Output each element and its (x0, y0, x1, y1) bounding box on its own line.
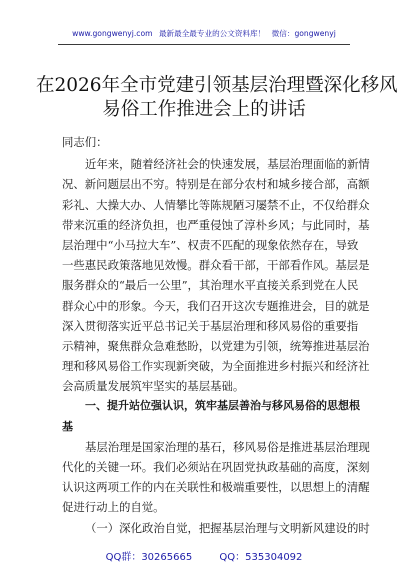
title-line-1: 在2026年全市党建引领基层治理暨深化移风 (36, 75, 398, 96)
header-site[interactable]: www.gongwenyj.com (72, 29, 153, 38)
body-line: 一些惠民政策落地见效慢。群众看干部，干部看作风。基层是 (62, 258, 370, 273)
body-line: 近年来，随着经济社会的快速发展，基层治理面临的新情 (85, 157, 370, 172)
body-line: 服务群众的“最后一公里”，其治理水平直接关系到党在人民 (62, 278, 359, 293)
body-line: 层治理中“小马拉大车”、权责不匹配的现象依然存在，导致 (62, 237, 359, 252)
page-footer (0, 548, 408, 563)
body-line: 会高质量发展筑牢坚实的基层基础。 (62, 379, 245, 394)
header-slogan: 最新最全最专业的公文资料库！ (158, 29, 266, 38)
section-heading-line-2: 基 (62, 419, 73, 433)
body-line: 基层治理是国家治理的基石，移风易俗是推进基层治理现 (85, 439, 370, 454)
body-line: 况、新问题层出不穷。特别是在部分农村和城乡接合部，高额 (62, 177, 370, 192)
footer-qq: QQ：535304092 (219, 552, 303, 563)
body-line: 群众心中的形象。今天，我们召开这次专题推进会，目的就是 (62, 298, 370, 313)
body-line: 促进行动上的自觉。 (62, 500, 165, 515)
subsection-heading: （一）深化政治自觉，把握基层治理与文明新风建设的时 (85, 520, 370, 535)
header-divider (58, 44, 350, 45)
document-body (62, 132, 370, 538)
body-line: 深入贯彻落实近平总书记关于基层治理和移风易俗的重要指 (62, 318, 359, 333)
body-line: 认识这两项工作的内在关联性和极端重要性，以思想上的清醒 (62, 480, 370, 495)
body-line: 彩礼、大操大办、人情攀比等陈规陋习屡禁不止，不仅给群众 (62, 197, 370, 212)
body-line: 示精神，聚焦群众急难愁盼，以党建为引领，统筹推进基层治 (62, 338, 370, 353)
body-line: 代化的关键一环。我们必须站在巩固党执政基础的高度，深刻 (62, 460, 370, 474)
footer-qq-group: QQ群：30265665 (105, 552, 193, 563)
page-header (0, 28, 408, 39)
body-line: 理和移风易俗工作实现新突破，为全面推进乡村振兴和经济社 (62, 359, 370, 374)
section-heading-line-1: 一、提升站位强认识，筑牢基层善治与移风易俗的思想根 (85, 399, 360, 413)
document-title (36, 74, 398, 122)
body-line: 带来沉重的经济负担，也严重侵蚀了淳朴乡风；与此同时，基 (62, 217, 370, 232)
title-line-2: 易俗工作推进会上的讲话 (102, 99, 306, 120)
header-wechat: 微信：gongwenyj (271, 29, 336, 38)
greeting: 同志们： (62, 135, 108, 149)
